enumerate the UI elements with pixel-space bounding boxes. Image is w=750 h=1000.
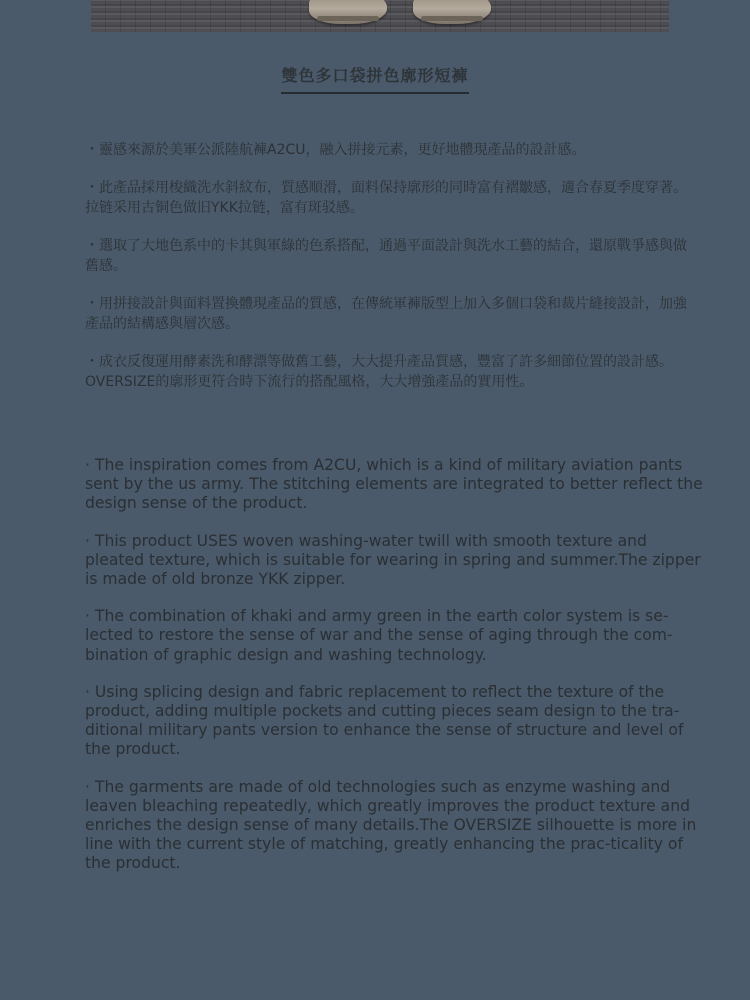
product-photo [91, 0, 669, 32]
product-title: 雙色多口袋拼色廓形短褲 [281, 66, 468, 94]
chinese-description [85, 140, 700, 410]
cn-paragraph: ・選取了大地色系中的卡其與軍綠的色系搭配，通過平面設計與洗水工藝的結合，還原戰爭感與做舊感。 [85, 238, 687, 274]
english-description [85, 456, 705, 892]
cn-paragraph: ・成衣反復運用酵素洗和酵漂等做舊工藝，大大提升產品質感，豐富了許多細節位置的設計感。OVERSIZE的廓形更符合時下流行的搭配風格，大大增強產品的實用性。 [85, 354, 673, 390]
shoe-right-image [413, 0, 491, 24]
title-section [0, 66, 750, 94]
cn-paragraph: ・靈感來源於美軍公派陸航褲A2CU，融入拼接元素，更好地體現產品的設計感。 [85, 142, 586, 158]
en-paragraph: · The combination of khaki and army green in the earth color system is se-lected to restore the sense of war and the sense of aging through the com-bination of graphic design and washing technology. [85, 607, 673, 664]
shoe-left-image [309, 0, 387, 24]
cn-paragraph: ・此產品採用梭織洗水斜紋布，質感順滑，面料保持廓形的同時富有褶皺感，適合春夏季度穿著。拉链采用古铜色做旧YKK拉链，富有斑驳感。 [85, 180, 687, 216]
cn-paragraph: ・用拼接設計與面料置換體現產品的質感，在傳統軍褲版型上加入多個口袋和裁片縫接設計，加強產品的結構感與層次感。 [85, 296, 687, 332]
en-paragraph: · The garments are made of old technologies such as enzyme washing and leaven bleaching repeatedly, which greatly improves the product texture and enriches the design sense of many details.The OVERSIZE silhouette is more in line with the current style of matching, greatly enhancing the prac-ticality of the product. [85, 777, 697, 873]
en-paragraph: · The inspiration comes from A2CU, which is a kind of military aviation pants sent by the us army. The stitching elements are integrated to better reflect the design sense of the product. [85, 456, 703, 513]
en-paragraph: · This product USES woven washing-water twill with smooth texture and pleated texture, which is suitable for wearing in spring and summer.The zipper is made of old bronze YKK zipper. [85, 531, 701, 589]
en-paragraph: · Using splicing design and fabric replacement to reflect the texture of the product, adding multiple pockets and cutting pieces seam design to the tra-ditional military pants version to enhance the sense of structure and level of the product. [85, 682, 684, 759]
